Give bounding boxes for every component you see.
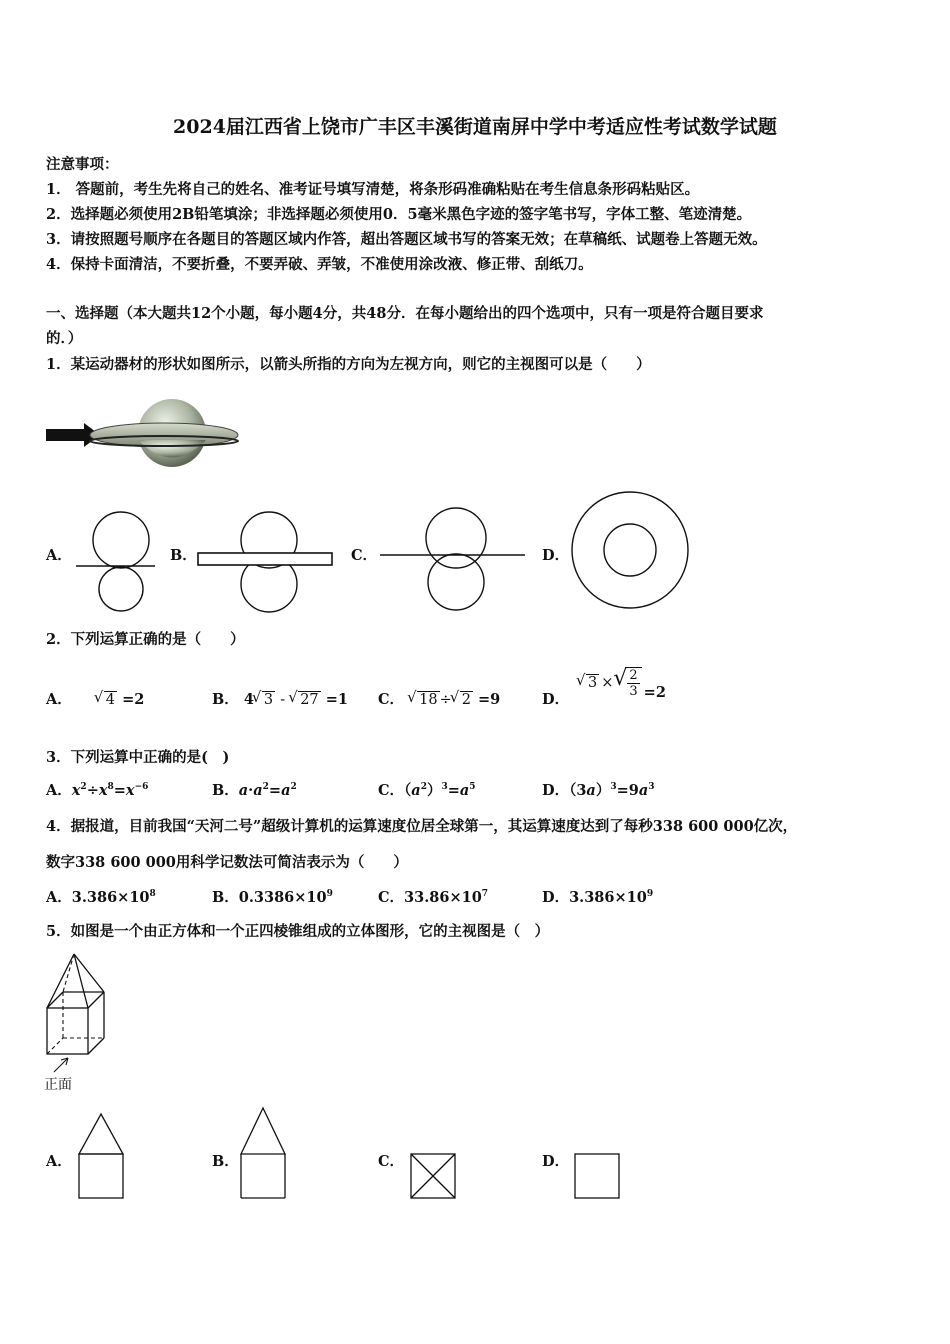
q1-option-a-label: A． bbox=[46, 547, 72, 564]
q4-stem-line1: 4．据报道，目前我国“天河二号”超级计算机的运算速度位居全球第一，其运算速度达到了每秒338 600 000亿次， bbox=[46, 818, 798, 835]
q1-option-c-figure bbox=[378, 508, 528, 610]
q2-option-b-label: B． bbox=[212, 691, 239, 708]
section-heading-line1: 一、选择题（本大题共12个小题，每小题4分，共48分．在每小题给出的四个选项中，只有一项是符合题目要求 bbox=[46, 305, 764, 322]
q2-option-c bbox=[378, 688, 500, 709]
q2-b-result: =1 bbox=[325, 691, 348, 708]
q3-option-b: B．$a\cdot a^2=a^2$ bbox=[212, 782, 297, 799]
q1-option-b-label: B． bbox=[170, 547, 197, 564]
q2-option-b bbox=[212, 688, 348, 709]
q4-option-a bbox=[46, 886, 156, 907]
section-heading-line2: 的．） bbox=[46, 330, 83, 347]
notice-item-1: 1． 答题前，考生先将自己的姓名、准考证号填写清楚，将条形码准确粘贴在考生信息条形码粘贴区。 bbox=[46, 181, 700, 198]
notice-heading: 注意事项： bbox=[46, 156, 119, 173]
q4-option-b-exponent: 9 bbox=[326, 889, 333, 900]
q3-option-c: C．$(a^2)^3=a^5$ bbox=[378, 782, 476, 799]
q2-c-divide: ÷ bbox=[439, 692, 452, 708]
q4-option-a-exponent: 8 bbox=[149, 889, 156, 900]
q4-option-a-text: 3.386×10 bbox=[71, 889, 150, 906]
q2-d-numerator: 2 bbox=[629, 667, 638, 683]
q5-figure bbox=[44, 952, 114, 1092]
q4-option-b bbox=[212, 886, 333, 907]
notice-item-3: 3．请按照题号顺序在各题目的答题区域内作答，超出答题区域书写的答案无效；在草稿纸、试题卷上答题无效。 bbox=[46, 231, 767, 248]
q2-c-result: =9 bbox=[478, 691, 501, 708]
q2-b-radical-1: √ 3 bbox=[262, 691, 275, 708]
q4-option-d bbox=[542, 886, 653, 907]
q5-option-c-label: C． bbox=[378, 1153, 405, 1170]
q2-b-coefficient: 4 bbox=[243, 691, 254, 708]
notice-item-2: 2．选择题必须使用2B铅笔填涂；非选择题必须使用0．5毫米黑色字迹的签字笔书写，字体工整、笔迹清楚。 bbox=[46, 206, 752, 223]
q3-option-b-label: B． bbox=[212, 782, 239, 799]
q2-a-result: =2 bbox=[122, 691, 145, 708]
q3-option-c-label: C． bbox=[378, 782, 405, 799]
q4-option-a-label: A． bbox=[46, 889, 72, 906]
q4-option-c-exponent: 7 bbox=[481, 889, 489, 900]
q2-d-result: =2 bbox=[643, 684, 666, 701]
q3-option-d: D．$(3a)^3=9a^3$ bbox=[542, 782, 655, 799]
q1-option-a-figure bbox=[72, 512, 157, 612]
q5-option-b-label: B． bbox=[212, 1153, 239, 1170]
q2-d-times: × bbox=[601, 674, 614, 691]
q1-figure bbox=[44, 385, 244, 480]
q5-option-a-label: A． bbox=[46, 1153, 72, 1170]
q4-option-c-label: C． bbox=[378, 889, 405, 906]
q2-a-radical: √ 4 bbox=[104, 691, 117, 708]
q5-option-b-figure bbox=[238, 1104, 290, 1202]
q2-d-radical: √ 3 bbox=[586, 674, 599, 691]
q2-stem: 2．下列运算正确的是（ ） bbox=[46, 631, 245, 648]
q2-option-c-label: C． bbox=[378, 691, 405, 708]
notice-item-4: 4．保持卡面清洁，不要折叠，不要弄破、弄皱，不准使用涂改液、修正带、刮纸刀。 bbox=[46, 256, 593, 273]
q3-stem: 3．下列运算中正确的是( ) bbox=[46, 749, 230, 766]
q1-stem: 1．某运动器材的形状如图所示，以箭头所指的方向为左视方向，则它的主视图可以是（ ） bbox=[46, 356, 651, 373]
q2-c-radical-1: √ 18 bbox=[417, 691, 439, 708]
q2-option-d-expression bbox=[578, 664, 666, 701]
q2-option-a bbox=[46, 688, 144, 709]
q1-option-d-figure bbox=[568, 490, 693, 612]
q2-d-radical-fraction: √ $\frac{2}{3}$ bbox=[625, 667, 641, 699]
q4-option-b-text: 0.3386×10 bbox=[238, 889, 327, 906]
q4-option-d-text: 3.386×10 bbox=[569, 889, 647, 906]
q5-stem: 5．如图是一个由正方体和一个正四棱锥组成的立体图形，它的主视图是（ ） bbox=[46, 923, 550, 940]
page-title: 2024届江西省上饶市广丰区丰溪街道南屏中学中考适应性考试数学试题 bbox=[173, 116, 777, 138]
q3-option-a: A．$x^2\div x^8=x^{-6}$ bbox=[46, 782, 149, 799]
q5-option-d-figure bbox=[572, 1151, 622, 1201]
q3-option-a-label: A． bbox=[46, 782, 72, 799]
q2-option-d-label: D． bbox=[542, 691, 570, 708]
q2-d-denominator: 3 bbox=[629, 683, 638, 699]
q1-option-c-label: C． bbox=[351, 547, 378, 564]
q5-option-c-figure bbox=[408, 1151, 458, 1201]
q5-front-label: 正面 bbox=[44, 1077, 72, 1093]
q4-option-d-label: D． bbox=[542, 889, 570, 906]
q1-option-b-figure bbox=[196, 512, 336, 612]
q2-c-radical-2: √ 2 bbox=[460, 691, 473, 708]
q4-option-c bbox=[378, 886, 488, 907]
q2-b-minus: - bbox=[280, 692, 286, 708]
q2-option-a-label: A． bbox=[46, 691, 72, 708]
q2-b-radical-2: √ 27 bbox=[298, 691, 320, 708]
q3-option-d-label: D． bbox=[542, 782, 570, 799]
q4-option-d-exponent: 9 bbox=[646, 889, 654, 900]
q4-stem-line2: 数字338 600 000用科学记数法可简洁表示为（ ） bbox=[46, 854, 408, 871]
q5-option-a-figure bbox=[76, 1110, 128, 1202]
q4-option-b-label: B． bbox=[212, 889, 239, 906]
q5-option-d-label: D． bbox=[542, 1153, 570, 1170]
q2-option-d bbox=[542, 688, 569, 709]
q4-option-c-text: 33.86×10 bbox=[404, 889, 482, 906]
q1-option-d-label: D． bbox=[542, 547, 570, 564]
